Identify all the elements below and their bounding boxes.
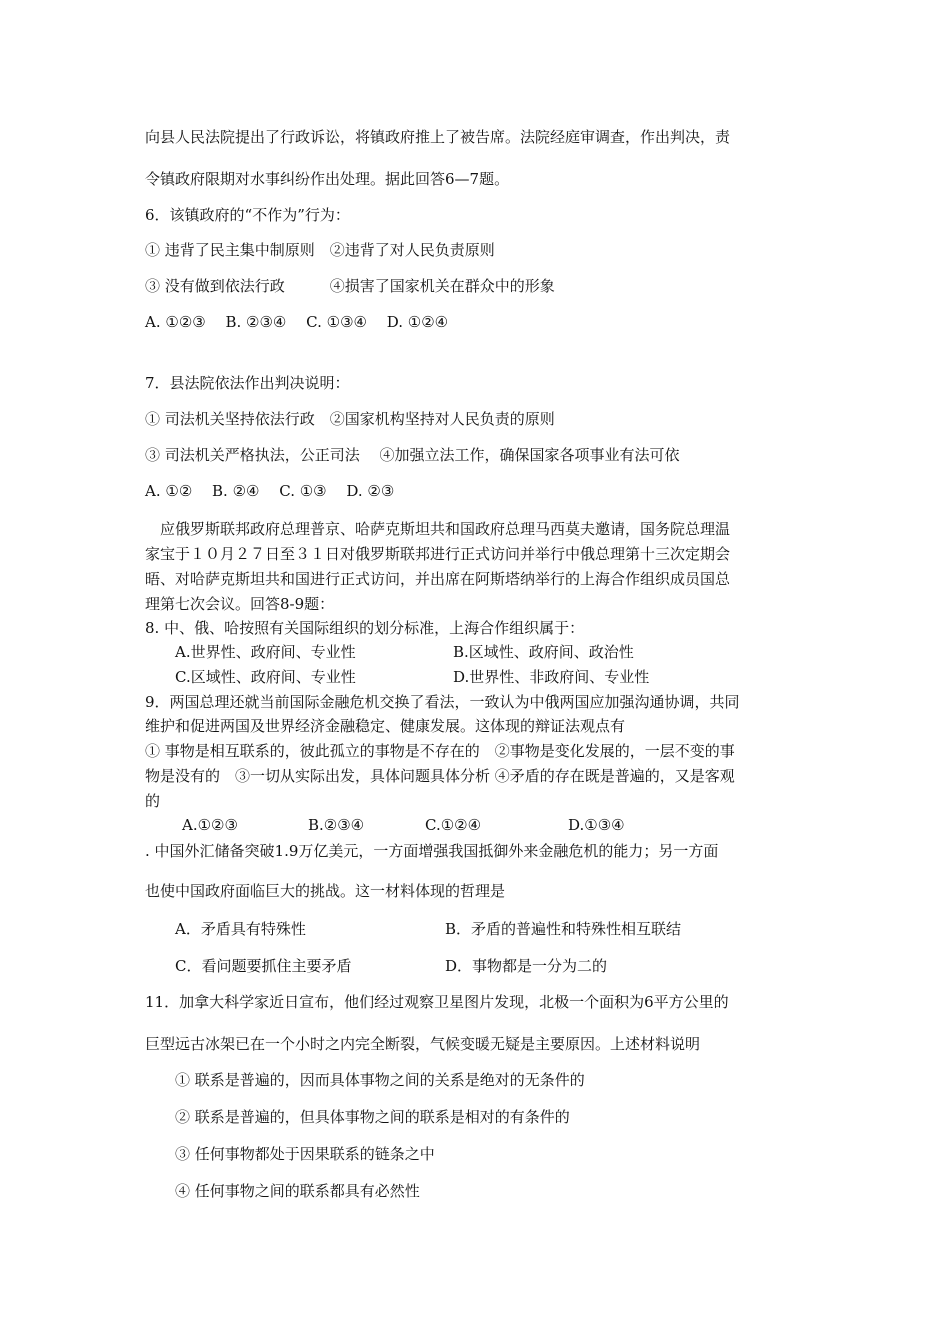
question-8-stem: 8. 中、俄、哈按照有关国际组织的划分标准，上海合作组织属于：: [145, 619, 585, 637]
question-11-stem: 11．加拿大科学家近日宣布，他们经过观察卫星图片发现，北极一个面积为6平方公里的: [145, 993, 729, 1011]
question-6-item: ① 违背了民主集中制原则 ②违背了对人民负责原则: [145, 241, 495, 259]
question-10-option-d: D．事物都是一分为二的: [445, 957, 608, 975]
question-10-option-b: B．矛盾的普遍性和特殊性相互联结: [445, 920, 682, 938]
question-7-item: ③ 司法机关严格执法，公正司法 ④加强立法工作，确保国家各项事业有法可依: [145, 446, 680, 464]
question-7-stem: 7．县法院依法作出判决说明：: [145, 374, 350, 392]
question-6-stem: 6．该镇政府的“不作为”行为：: [145, 206, 350, 224]
question-11-item: ① 联系是普遍的，因而具体事物之间的关系是绝对的无条件的: [175, 1071, 585, 1089]
question-7-item: ① 司法机关坚持依法行政 ②国家机构坚持对人民负责的原则: [145, 410, 555, 428]
question-9-option-b: B.②③④: [308, 816, 365, 834]
question-6-choices: A. ①②③ B. ②③④ C. ①③④ D. ①②④: [145, 313, 449, 331]
passage-line: 向县人民法院提出了行政诉讼，将镇政府推上了被告席。法院经庭审调查，作出判决，责: [145, 128, 731, 146]
question-9-stem: ① 事物是相互联系的，彼此孤立的事物是不存在的 ②事物是变化发展的，一层不变的事: [145, 742, 735, 760]
question-10-stem: 也使中国政府面临巨大的挑战。这一材料体现的哲理是: [145, 882, 506, 900]
question-9-stem: 9．两国总理还就当前国际金融危机交换了看法，一致认为中俄两国应加强沟通协调，共同: [145, 693, 740, 711]
question-6-item: ③ 没有做到依法行政 ④损害了国家机关在群众中的形象: [145, 277, 555, 295]
passage-line: 家宝于１０月２７日至３１日对俄罗斯联邦进行正式访问并举行中俄总理第十三次定期会: [145, 545, 731, 563]
question-8-option-a: A.世界性、政府间、专业性: [175, 643, 356, 661]
question-9-option-d: D.①③④: [568, 816, 625, 834]
question-10-option-c: C．看问题要抓住主要矛盾: [175, 957, 352, 975]
question-11-item: ④ 任何事物之间的联系都具有必然性: [175, 1182, 420, 1200]
question-8-option-c: C.区域性、政府间、专业性: [175, 668, 356, 686]
question-9-stem: 的: [145, 792, 161, 810]
question-7-choices: A. ①② B. ②④ C. ①③ D. ②③: [145, 482, 395, 500]
passage-line: 晤、对哈萨克斯坦共和国进行正式访问，并出席在阿斯塔纳举行的上海合作组织成员国总: [145, 570, 731, 588]
question-11-item: ② 联系是普遍的，但具体事物之间的联系是相对的有条件的: [175, 1108, 570, 1126]
question-8-option-d: D.世界性、非政府间、专业性: [453, 668, 650, 686]
passage-line: 应俄罗斯联邦政府总理普京、哈萨克斯坦共和国政府总理马西莫夫邀请，国务院总理温: [145, 520, 731, 538]
passage-line: 令镇政府限期对水事纠纷作出处理。据此回答6—7题。: [145, 170, 510, 188]
question-9-option-a: A.①②③: [182, 816, 238, 834]
question-11-item: ③ 任何事物都处于因果联系的链条之中: [175, 1145, 435, 1163]
question-10-stem: . 中国外汇储备突破1.9万亿美元，一方面增强我国抵御外来金融危机的能力；另一方面: [145, 842, 719, 860]
question-11-stem: 巨型远古冰架已在一个小时之内完全断裂，气候变暖无疑是主要原因。上述材料说明: [145, 1035, 701, 1053]
question-8-option-b: B.区域性、政府间、政治性: [453, 643, 634, 661]
question-9-stem: 物是没有的 ③一切从实际出发，具体问题具体分析 ④矛盾的存在既是普遍的，又是客观: [145, 767, 735, 785]
question-9-option-c: C.①②④: [425, 816, 482, 834]
question-9-stem: 维护和促进两国及世界经济金融稳定、健康发展。这体现的辩证法观点有: [145, 717, 626, 735]
question-10-option-a: A．矛盾具有特殊性: [175, 920, 306, 938]
passage-line: 理第七次会议。回答8-9题：: [145, 595, 335, 613]
